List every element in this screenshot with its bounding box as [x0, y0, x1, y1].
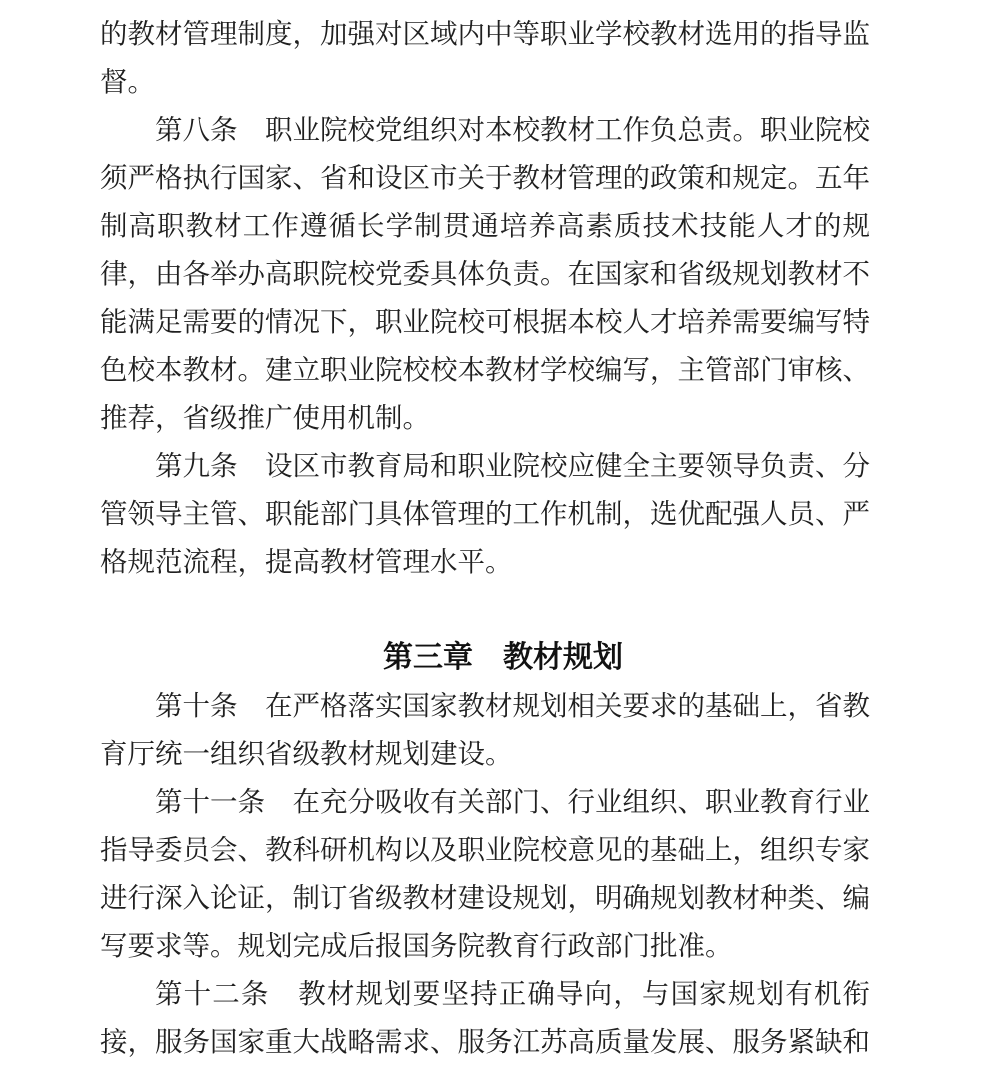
- document-text-column: [100, 10, 870, 1066]
- paragraph-article-10: 第十条 在严格落实国家教材规划相关要求的基础上，省教育厅统一组织省级教材规划建设。: [100, 690, 870, 769]
- paragraph-article-8: 第八条 职业院校党组织对本校教材工作负总责。职业院校须严格执行国家、省和设区市关于教材管理的政策和规定。五年制高职教材工作遵循长学制贯通培养高素质技术技能人才的规律，由各举办高职院校党委具体负责。在国家和省级规划教材不能满足需要的情况下，职业院校可根据本校人才培养需要编写特色校本教材。建立职业院校校本教材学校编写，主管部门审核、推荐，省级推广使用机制。: [100, 114, 870, 433]
- paragraph-article-11: 第十一条 在充分吸收有关部门、行业组织、职业教育行业指导委员会、教科研机构以及职业院校意见的基础上，组织专家进行深入论证，制订省级教材建设规划，明确规划教材种类、编写要求等。规划完成后报国务院教育行政部门批准。: [100, 786, 870, 961]
- paragraph-article-12: 第十二条 教材规划要坚持正确导向，与国家规划有机衔接，服务国家重大战略需求、服务江苏高质量发展、服务紧缺和: [100, 978, 870, 1057]
- blank-line-spacer: [100, 586, 870, 634]
- chapter-3-heading: 第三章 教材规划: [383, 641, 623, 674]
- paragraph-article-9: 第九条 设区市教育局和职业院校应健全主要领导负责、分管领导主管、职能部门具体管理的工作机制，选优配强人员、严格规范流程，提高教材管理水平。: [100, 450, 870, 577]
- paragraph-continued-from-previous-page: 的教材管理制度，加强对区域内中等职业学校教材选用的指导监督。: [100, 18, 870, 97]
